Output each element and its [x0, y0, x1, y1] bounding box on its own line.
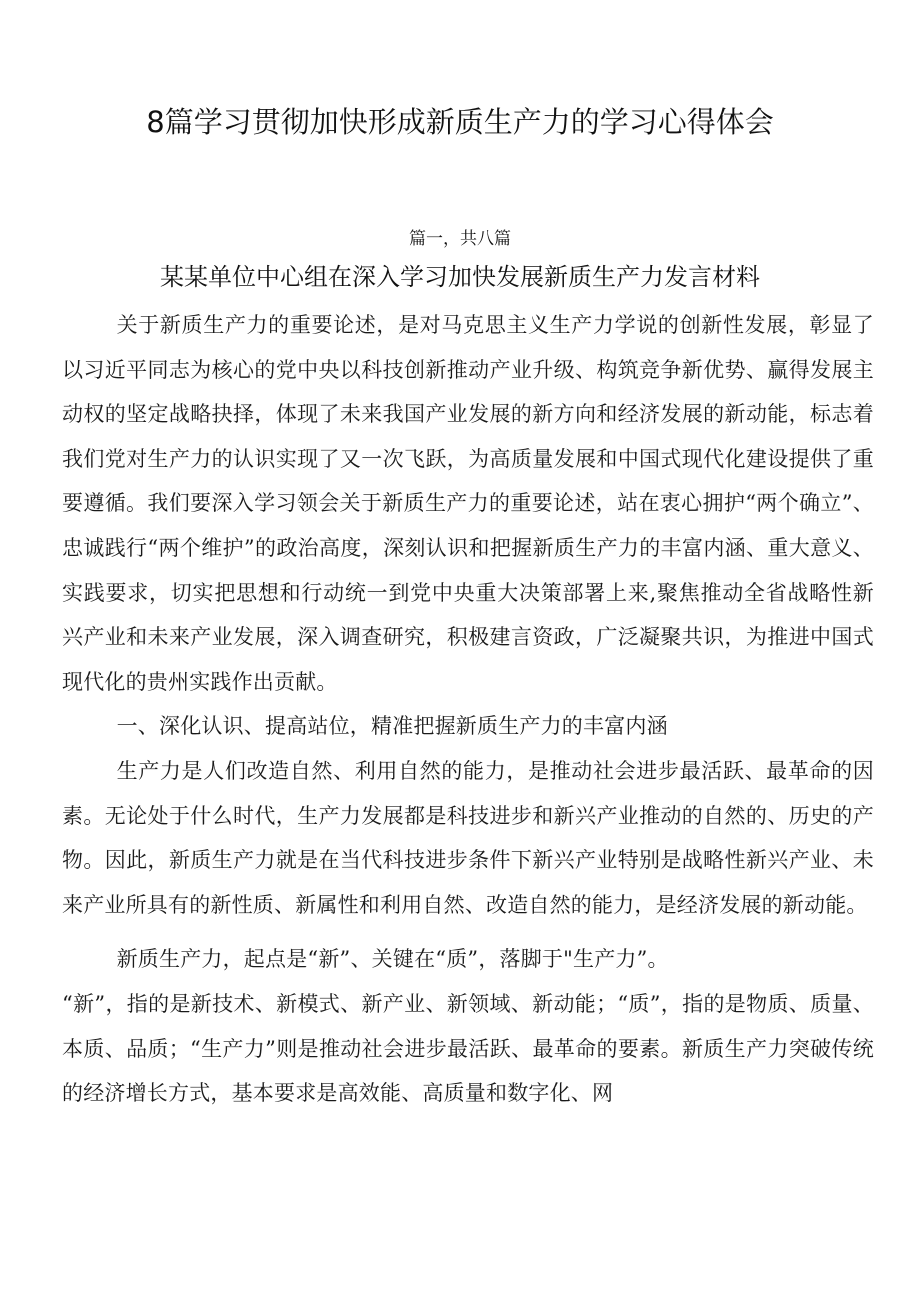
document-body — [62, 303, 874, 1116]
section-title: 某某单位中心组在深入学习加快发展新质生产力发言材料 — [160, 263, 760, 291]
paragraph-new-quality: 新质生产力，起点是“新”、关键在“质”，落脚于"生产力”。 — [116, 947, 669, 972]
paragraph-intro: 关于新质生产力的重要论述，是对马克思主义生产力学说的创新性发展，彰显了以习近平同志为核心的党中央以科技创新推动产业升级、构筑竞争新优势、赢得发展主动权的坚定战略抉择，体现了未来我国产业发展的新方向和经济发展的新动能，标志着我们党对生产力的认识实现了又一次飞跃，为高质量发展和中国式现代化建设提供了重要遵循。我们要深入学习领会关于新质生产力的重要论述，站在衷心拥护“两个确立”、忠诚践行“两个维护”的政治高度，深刻认识和把握新质生产力的丰富内涵、重大意义、实践要求，切实把思想和行动统一到党中央重大决策部署上来,聚焦推动全省战略性新兴产业和未来产业发展，深入调查研究，积极建言资政，广泛凝聚共识，为推进中国式现代化的贵州实践作出贡献。 — [62, 313, 874, 694]
document-title: 8篇学习贯彻加快形成新质生产力的学习心得体会 — [146, 105, 774, 139]
section-label: 篇一，共八篇 — [409, 229, 511, 249]
paragraph-productivity: 生产力是人们改造自然、利用自然的能力，是推动社会进步最活跃、最革命的因素。无论处于什么时代，生产力发展都是科技进步和新兴产业推动的自然的、历史的产物。因此，新质生产力就是在当代科技进步条件下新兴产业特别是战略性新兴产业、未来产业所具有的新性质、新属性和利用自然、改造自然的能力，是经济发展的新动能。 — [62, 758, 874, 917]
paragraph-definition: “新”，指的是新技术、新模式、新产业、新领域、新动能；“质”，指的是物质、质量、本质、品质；“生产力”则是推动社会进步最活跃、最革命的要素。新质生产力突破传统的经济增长方式，基本要求是高效能、高质量和数字化、网 — [62, 991, 874, 1106]
paragraph-heading-one: 一、深化认识、提高站位，精准把握新质生产力的丰富内涵 — [116, 714, 668, 739]
